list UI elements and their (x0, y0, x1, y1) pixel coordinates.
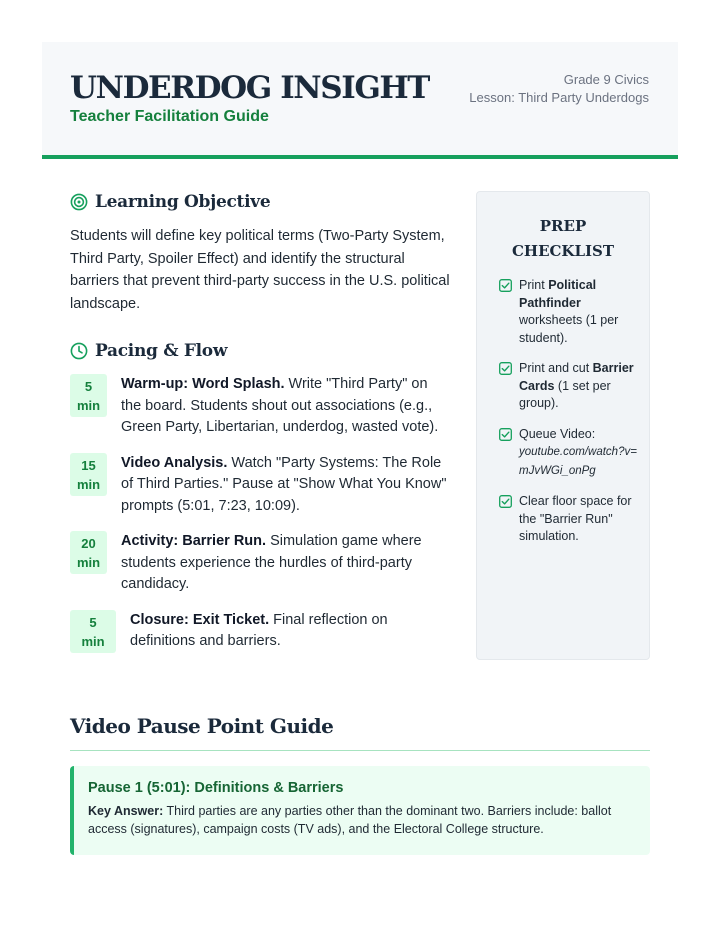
pacing-description (130, 610, 450, 653)
pacing-section (70, 341, 450, 653)
video-guide-heading: Video Pause Point Guide (70, 714, 650, 751)
answer-label: Key Answer: (88, 804, 164, 818)
target-icon (70, 193, 88, 211)
pacing-item (70, 610, 450, 653)
time-unit: min (81, 633, 105, 649)
pacing-item (70, 531, 450, 596)
checklist-title-line1: PREP (539, 217, 587, 235)
objective-text: Students will define key political terms (Two-Party System, Third Party, Spoiler Effect) and identify the structural barriers that prevent third-party success in the U.S. political landscape. (70, 228, 450, 312)
pause-title: Pause 1 (5:01): Definitions & Barriers (88, 780, 344, 796)
checklist-item-text (519, 360, 637, 413)
clock-icon (70, 342, 88, 360)
checklist-title (477, 214, 649, 264)
time-minutes: 15 (81, 457, 96, 473)
checklist-item-text (519, 426, 637, 481)
time-unit: min (76, 476, 101, 492)
pacing-step-title: Closure: Exit Ticket. (130, 611, 270, 628)
brand-title: UNDERDOG INSIGHT (70, 70, 429, 106)
time-minutes: 20 (81, 536, 96, 551)
pacing-heading (70, 341, 450, 361)
grade-label: Grade 9 Civics (563, 72, 649, 87)
pause-answer (88, 802, 636, 838)
item-text-bold: Political Pathfinder (519, 278, 597, 310)
pacing-step-title: Warm-up: Word Splash. (121, 376, 285, 392)
checkbox-icon (499, 495, 512, 508)
item-text-pre: Queue Video: (519, 426, 596, 441)
lesson-label: Lesson: Third Party Underdogs (469, 90, 649, 105)
checklist-item-text (519, 277, 637, 347)
time-badge (70, 610, 116, 653)
pacing-description (121, 374, 450, 439)
page-header (42, 42, 678, 159)
pacing-step-title: Activity: Barrier Run. (121, 533, 267, 549)
time-minutes: 5 (84, 379, 93, 394)
guide-subtitle: Teacher Facilitation Guide (70, 108, 269, 125)
checklist-item (499, 426, 637, 481)
checklist-item-text: Clear floor space for the "Barrier Run" simulation. (519, 494, 632, 543)
checklist-items (477, 277, 649, 546)
pacing-description (121, 453, 450, 518)
time-unit: min (76, 555, 101, 570)
lesson-meta (469, 71, 649, 107)
item-text-post: worksheets (1 per student). (519, 313, 619, 345)
lesson-page (42, 42, 678, 836)
item-text-pre: Print and cut (519, 361, 593, 375)
checkbox-icon (499, 279, 512, 292)
video-url: youtube.com/watch?v=mJvWGi_onPg (519, 446, 637, 477)
time-minutes: 5 (89, 614, 97, 630)
item-text-bold: Barrier Cards (519, 361, 634, 393)
pacing-step-text: Write "Third Party" on the board. Students shout out associations (e.g., Green Party, Libertarian, underdog, wasted vote). (121, 376, 439, 435)
objective-heading-label: Learning Objective (95, 192, 271, 212)
time-badge (70, 374, 107, 417)
video-guide-section (70, 714, 650, 855)
prep-checklist-panel (476, 191, 650, 660)
pacing-step-text: Final reflection on definitions and barriers. (130, 611, 388, 649)
main-column (70, 192, 450, 667)
pacing-description (121, 531, 450, 596)
pacing-list (70, 374, 450, 653)
pacing-step-text: Simulation game where students experience the hurdles of third-party candidacy. (121, 533, 422, 592)
time-unit: min (76, 398, 101, 413)
item-text-pre: Print (519, 278, 549, 292)
answer-text: Third parties are any parties other than the dominant two. Barriers include: ballot access (signatures), campaign costs (TV ads), and the Electoral College structure. (88, 804, 612, 836)
checklist-item (499, 277, 637, 347)
pacing-step-title: Video Analysis. (121, 454, 228, 471)
pacing-step-text: Watch "Party Systems: The Role of Third Parties." Pause at "Show What You Know" prompts (5:01, 7:23, 10:09). (121, 454, 447, 514)
checklist-title-line2: CHECKLIST (511, 242, 615, 260)
checklist-item (499, 360, 637, 413)
time-badge (70, 453, 107, 496)
item-text-post: (1 set per group). (519, 378, 611, 410)
pacing-item (70, 453, 450, 518)
checkbox-icon (499, 428, 512, 441)
pacing-heading-label: Pacing & Flow (95, 341, 228, 361)
checklist-item (499, 493, 637, 546)
checkbox-icon (499, 362, 512, 375)
pause-point-card (70, 766, 650, 855)
objective-heading (70, 192, 450, 212)
pacing-item (70, 374, 450, 439)
time-badge (70, 531, 107, 574)
